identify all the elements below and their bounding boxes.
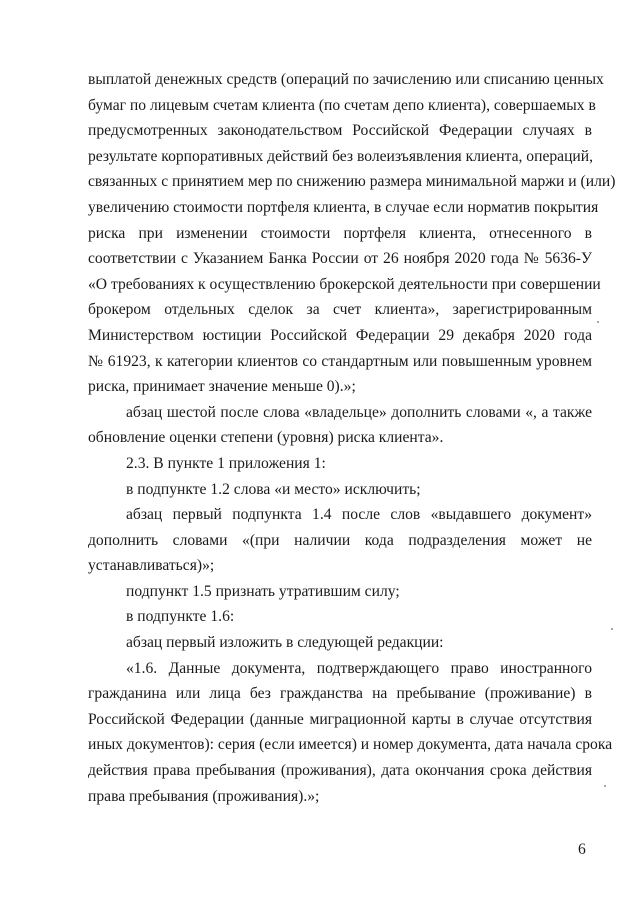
paragraph-5 [88, 502, 592, 579]
text-line: подпункт 1.5 признать утратившим силу; [126, 582, 400, 600]
text-line: Министерством юстиции Российской Федерации 29 декабря 2020 года [88, 326, 592, 344]
text-line: брокером отдельных сделок за счет клиента», зарегистрированным [88, 301, 592, 319]
text-line: обновление оценки степени (уровня) риска клиента». [88, 429, 444, 447]
page-number: 6 [578, 841, 586, 858]
paragraph-7 [88, 604, 592, 630]
text-line: абзац шестой после слова «владельце» дополнить словами «, а также [126, 403, 592, 421]
text-line: бумаг по лицевым счетам клиента (по счетам депо клиента), совершаемых в [88, 96, 596, 114]
text-line: в подпункте 1.2 слова «и место» исключить; [126, 480, 421, 498]
text-line: увеличению стоимости портфеля клиента, в случае если норматив покрытия [88, 198, 599, 216]
text-line: соответствии с Указанием Банка России от 26 ноября 2020 года № 5636-У [88, 250, 592, 268]
paragraph-1 [88, 67, 616, 400]
paragraph-9 [88, 656, 613, 810]
paragraph-4 [88, 477, 592, 503]
text-line: абзац первый изложить в следующей редакции: [126, 634, 444, 652]
text-line: «О требованиях к осуществлению брокерской деятельности при совершении [88, 275, 601, 293]
scan-speck [604, 785, 606, 787]
scan-speck [597, 321, 599, 323]
text-line: выплатой денежных средств (операций по зачислению или списанию ценных [88, 71, 604, 88]
text-line: гражданина или лица без гражданства на пребывание (проживание) в [88, 685, 592, 703]
text-line: дополнить словами «(при наличии кода подразделения может не [88, 531, 592, 549]
paragraph-8 [88, 630, 592, 656]
text-line: риска, принимает значение меньше 0).»; [88, 378, 356, 396]
text-line: риска при изменении стоимости портфеля клиента, отнесенного в [88, 224, 592, 242]
text-line: устанавливаться)»; [88, 557, 215, 575]
text-line: связанных с принятием мер по снижению размера минимальной маржи и (или) [88, 173, 616, 191]
paragraph-6 [88, 579, 592, 605]
scan-speck [611, 628, 613, 630]
text-line: результате корпоративных действий без волеизъявления клиента, операций, [88, 147, 594, 165]
text-line: № 61923, к категории клиентов со стандартным или повышенным уровнем [88, 352, 592, 370]
text-line: права пребывания (проживания).»; [88, 787, 320, 805]
text-line: предусмотренных законодательством Российской Федерации случаях в [88, 122, 592, 140]
paragraph-3 [88, 451, 592, 477]
paragraph-2 [88, 400, 592, 451]
text-line: действия права пребывания (проживания), дата окончания срока действия [88, 762, 592, 780]
text-line: иных документов): серия (если имеется) и номер документа, дата начала срока [88, 736, 613, 754]
text-line: «1.6. Данные документа, подтверждающего право иностранного [126, 659, 592, 677]
text-line: Российской Федерации (данные миграционной карты в случае отсутствия [88, 710, 592, 728]
document-body [88, 67, 616, 809]
text-line: 2.3. В пункте 1 приложения 1: [126, 454, 326, 472]
text-line: абзац первый подпункта 1.4 после слов «выдавшего документ» [126, 506, 592, 524]
text-line: в подпункте 1.6: [126, 608, 235, 626]
